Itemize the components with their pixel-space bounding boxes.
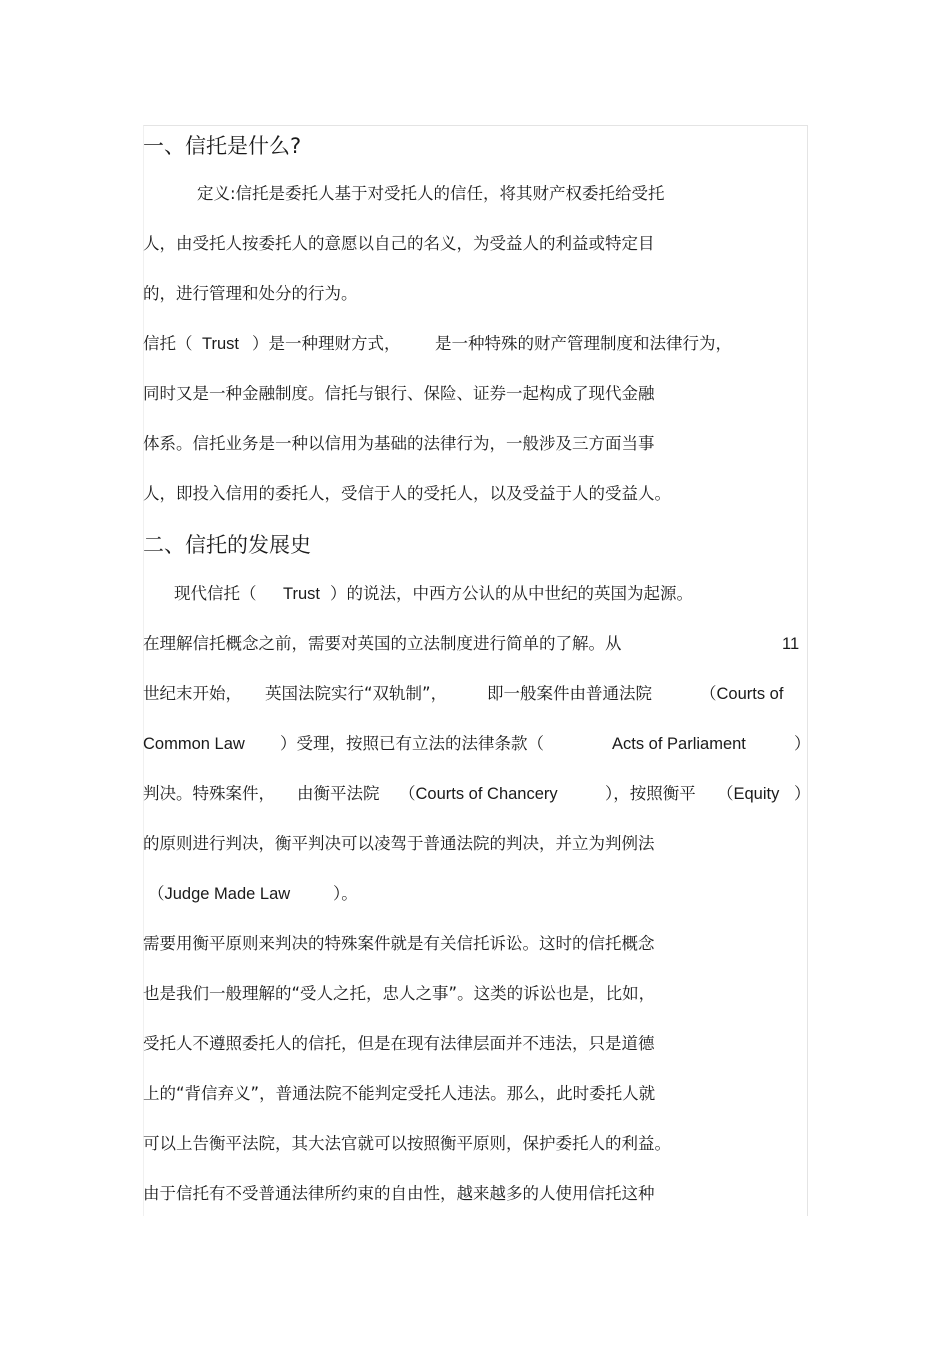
- text-run: Trust: [283, 585, 320, 603]
- text-run: 是一种特殊的财产管理制度和法律行为，: [435, 334, 732, 353]
- text-run: 英国法院实行“双轨制”，: [265, 684, 448, 703]
- text-run: 在理解信托概念之前，需要对英国的立法制度进行简单的了解。从: [143, 634, 622, 653]
- paragraph-line: 由于信托有不受普通法律所约束的自由性，越来越多的人使用信托这种: [143, 1184, 655, 1203]
- paragraph-line: 上的“背信弃义”，普通法院不能判定受托人违法。那么，此时委托人就: [143, 1084, 656, 1103]
- text-run: 信托（: [143, 334, 193, 353]
- text-run: Common Law: [143, 735, 245, 753]
- paragraph-line: 可以上告衡平法院，其大法官就可以按照衡平原则，保护委托人的利益。: [143, 1134, 671, 1153]
- section-1-heading: 一、信托是什么?: [143, 134, 302, 158]
- text-run: （Courts of Chancery: [399, 785, 558, 803]
- text-run: （Equity: [717, 785, 780, 803]
- text-run: 世纪末开始，: [143, 684, 242, 703]
- text-run: ）。: [333, 884, 358, 903]
- text-run: 判决。特殊案件，: [143, 784, 275, 803]
- paragraph-line: 定义:信托是委托人基于对受托人的信任，将其财产权委托给受托: [197, 184, 665, 203]
- text-run: （Courts of: [700, 685, 784, 703]
- paragraph-line: 的原则进行判决，衡平判决可以凌驾于普通法院的判决，并立为判例法: [143, 834, 655, 853]
- paragraph-line: 体系。信托业务是一种以信用为基础的法律行为，一般涉及三方面当事: [143, 434, 655, 453]
- text-run: ）是一种理财方式，: [252, 334, 401, 353]
- paragraph-line: 的，进行管理和处分的行为。: [143, 284, 358, 303]
- text-run: ）: [794, 734, 811, 753]
- text-run: 11: [782, 635, 800, 653]
- paragraph-line: 需要用衡平原则来判决的特殊案件就是有关信托诉讼。这时的信托概念: [143, 934, 655, 953]
- text-run: ），按照衡平: [605, 784, 696, 803]
- text-run: ）受理，按照已有立法的法律条款（: [280, 734, 544, 753]
- text-run: ）: [794, 784, 811, 803]
- section-2-heading: 二、信托的发展史: [143, 533, 311, 557]
- text-run: 由衡平法院: [297, 784, 380, 803]
- paragraph-line: 也是我们一般理解的“受人之托，忠人之事”。这类的诉讼也是，比如，: [143, 984, 656, 1003]
- paragraph-line: 同时又是一种金融制度。信托与银行、保险、证券一起构成了现代金融: [143, 384, 655, 403]
- text-run: ）的说法，中西方公认的从中世纪的英国为起源。: [330, 584, 693, 603]
- text-run: Acts of Parliament: [612, 735, 746, 753]
- paragraph-line: 人，由受托人按委托人的意愿以自己的名义，为受益人的利益或特定目: [143, 234, 655, 253]
- paragraph-line: 受托人不遵照委托人的信托，但是在现有法律层面并不违法，只是道德: [143, 1034, 655, 1053]
- text-run: （Judge Made Law: [148, 885, 291, 903]
- text-run: 现代信托（: [174, 584, 257, 603]
- text-run: 即一般案件由普通法院: [487, 684, 652, 703]
- text-run: Trust: [202, 335, 239, 353]
- paragraph-line: 人，即投入信用的委托人，受信于人的受托人，以及受益于人的受益人。: [143, 484, 671, 503]
